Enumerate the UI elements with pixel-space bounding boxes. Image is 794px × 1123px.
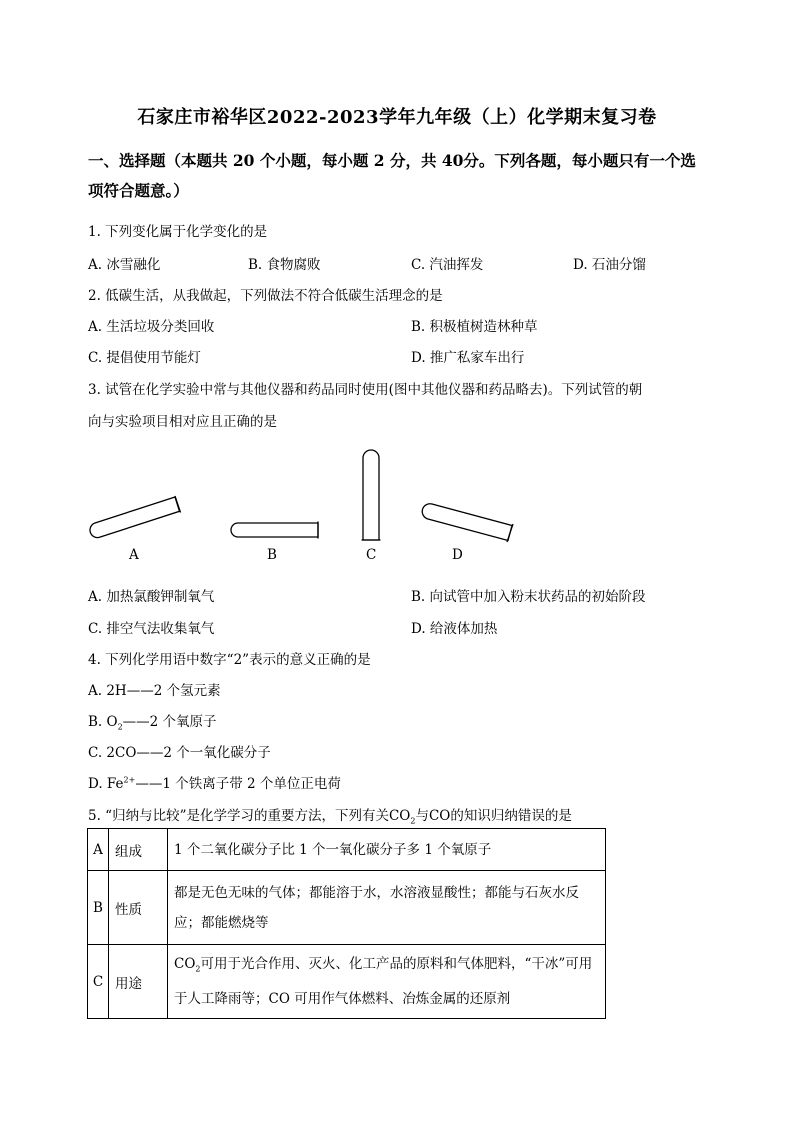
q3-stem-line-2: 向与实验项目相对应且正确的是 [88, 414, 277, 430]
test-tube-c [362, 450, 381, 540]
table-row [88, 871, 606, 945]
q5-stem: 5. “归纳与比较”是化学学习的重要方法，下列有关$CO_2$与CO的知识归纳错误的是 [88, 808, 572, 826]
table-row-topic: 性质 [109, 871, 168, 945]
figure-label-c: C [366, 547, 377, 563]
q3-stem-line-1: 3. 试管在化学实验中常与其他仪器和药品同时使用(图中其他仪器和药品略去)。下列试管的朝 [88, 382, 643, 398]
q1-option-c: C. 汽油挥发 [411, 257, 484, 273]
figure-label-b: B [267, 547, 277, 563]
table-row-content: 1 个二氧化碳分子比 1 个一氧化碳分子多 1 个氧原子 [168, 829, 606, 871]
q4-option-a: A. 2H——2 个氢元素 [88, 683, 221, 699]
page-title: 石家庄市裕华区2022-2023学年九年级（上）化学期末复习卷 [137, 107, 657, 128]
q2-option-d: D. 推广私家车出行 [411, 350, 525, 366]
section-heading [88, 146, 708, 206]
q2-option-c: C. 提倡使用节能灯 [88, 350, 201, 366]
table-row-key: B [88, 871, 109, 945]
table-row [88, 829, 606, 871]
table-row-topic: 组成 [109, 829, 168, 871]
section-heading-line-2: 项符合题意。） [88, 181, 189, 200]
table-row-content: 都是无色无味的气体；都能溶于水，水溶液显酸性；都能与石灰水反应；都能燃烧等 [168, 871, 606, 945]
q3-option-b: B. 向试管中加入粉末状药品的初始阶段 [411, 589, 646, 605]
table-row [88, 945, 606, 1019]
section-heading-line-1: 一、选择题（本题共 20 个小题，每小题 2 分，共 40分。下列各题，每小题只有一个选 [88, 151, 696, 170]
q2-stem: 2. 低碳生活，从我做起，下列做法不符合低碳生活理念的是 [88, 288, 443, 304]
test-tube-b [231, 522, 318, 539]
q4-option-c: C. 2CO——2 个一氧化碳分子 [88, 745, 271, 761]
q3-option-a: A. 加热氯酸钾制氧气 [88, 589, 215, 605]
q3-option-c: C. 排空气法收集氧气 [88, 621, 215, 637]
test-tube-a [90, 496, 181, 538]
q2-option-a: A. 生活垃圾分类回收 [88, 319, 215, 335]
figure-label-a: A [129, 547, 139, 563]
q3-option-d: D. 给液体加热 [411, 621, 498, 637]
table-row-topic: 用途 [109, 945, 168, 1019]
q1-option-d: D. 石油分馏 [573, 257, 646, 273]
q4-stem: 4. 下列化学用语中数字“2”表示的意义正确的是 [88, 652, 371, 668]
q1-option-b: B. 食物腐败 [248, 257, 321, 273]
table-row-content: $CO_2$可用于光合作用、灭火、化工产品的原料和气体肥料，“干冰”可用于人工降雨等；CO 可用作气体燃料、冶炼金属的还原剂 [168, 945, 606, 1019]
q1-option-a: A. 冰雪融化 [88, 257, 161, 273]
figure-label-d: D [452, 547, 463, 563]
q1-stem: 1. 下列变化属于化学变化的是 [88, 224, 268, 240]
table-row-key: A [88, 829, 109, 871]
table-row-key: C [88, 945, 109, 1019]
q2-option-b: B. 积极植树造林种草 [411, 319, 538, 335]
q4-option-b: B. $O_2——2$ 个氧原子 [88, 714, 217, 732]
q4-option-d: D. $Fe^{2+}——1$ 个铁离子带 2 个单位正电荷 [88, 775, 341, 792]
test-tube-d [422, 504, 513, 542]
q5-table [87, 828, 606, 1019]
test-tube-figure [80, 445, 540, 575]
